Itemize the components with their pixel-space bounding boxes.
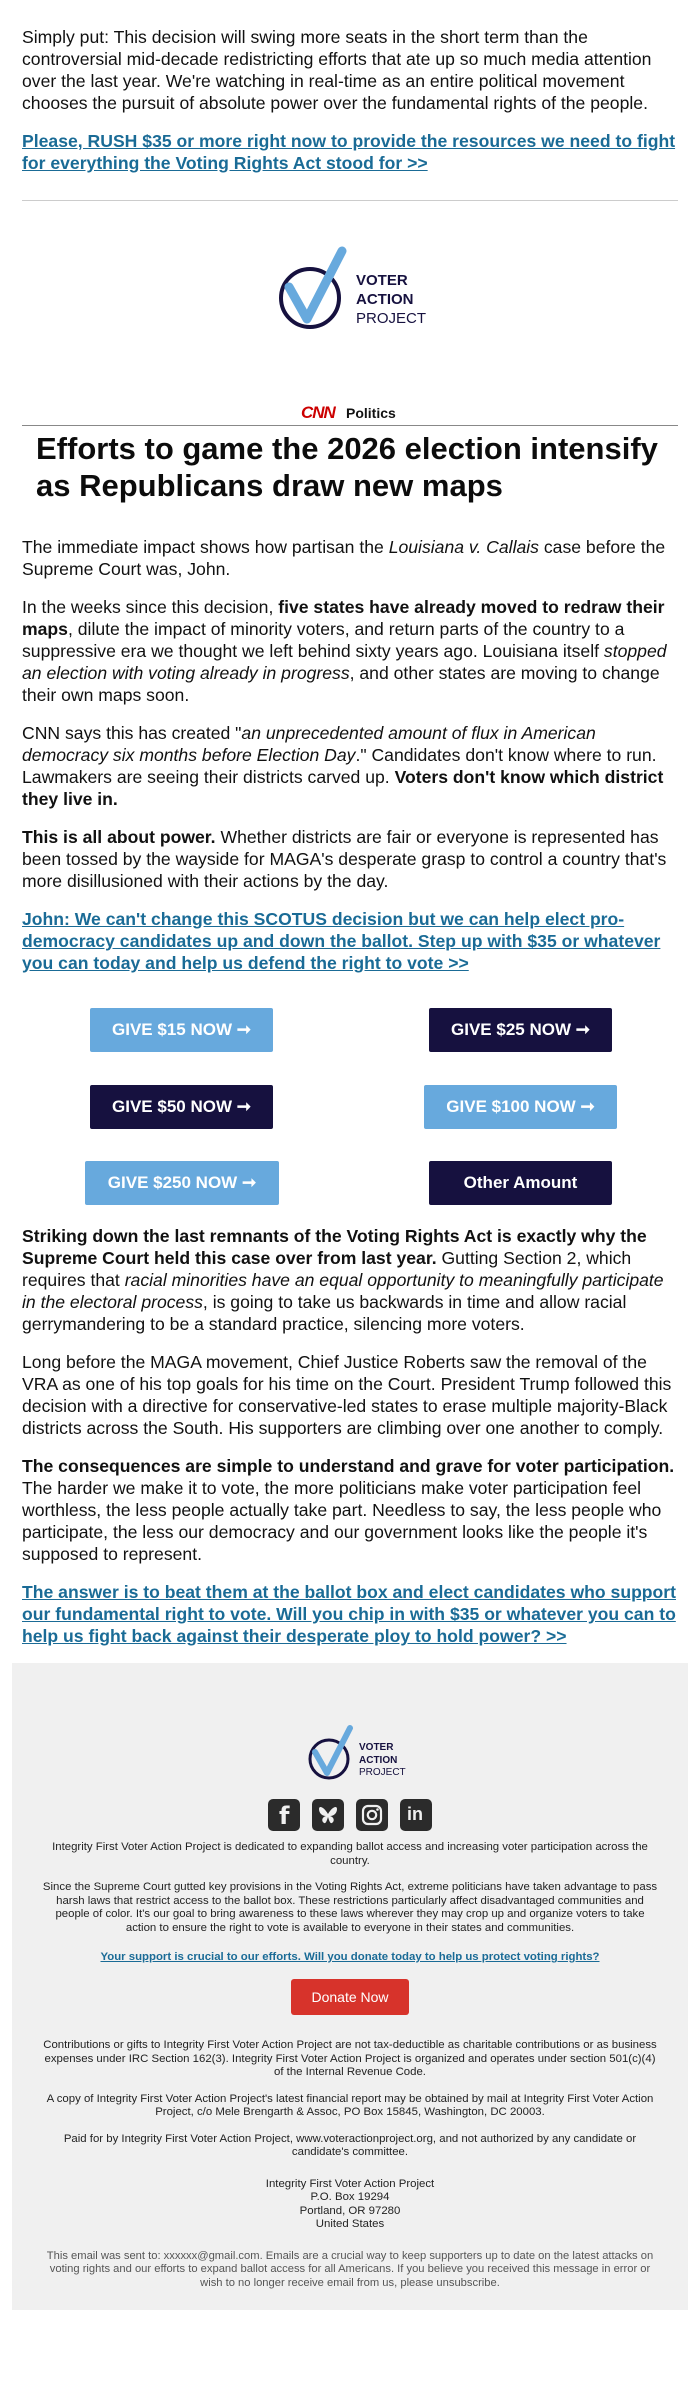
voter-action-logo-icon [0, 201, 700, 401]
logo-line-2: ACTION [356, 291, 414, 308]
cnn-logo-icon: CNN [301, 403, 335, 422]
footer-paid-for: Paid for by Integrity First Voter Action Project, www.voteractionproject.org, and not authorized by any candidate or candidate's committee. [63, 2132, 637, 2158]
intro-paragraph: Simply put: This decision will swing more seats in the short term than the controversial mid-decade redistricting efforts that ate up so much media attention over the last year. We're watching in real-time as an entire political movement chooses the pursuit of absolute power over the fundamental rights of the people. [22, 27, 652, 113]
intro-section [0, 0, 700, 201]
article-paragraph-2: In the weeks since this decision, five states have already moved to redraw their maps, dilute the impact of minority voters, and return parts of the country to a suppressive era we thought we left behind sixty years ago. Louisiana itself stopped an election with voting already in progress, and other states are moving to change their own maps soon. [22, 597, 667, 705]
footer [12, 1663, 688, 2310]
footer-logo-line-2: ACTION [359, 1754, 398, 1766]
address-line-3: Portland, OR 97280 [299, 2204, 401, 2217]
article-paragraph-7: The consequences are simple to understand and grave for voter participation. The harder we make it to vote, the more politicians make voter participation feel worthless, the less people actually take part. Needless to say, the less people who participate, the less our democracy and our government looks like the people it's supposed to represent. [22, 1456, 675, 1564]
footer-logo-wordmark [359, 1742, 406, 1780]
rush-donate-link[interactable]: Please, RUSH $35 or more right now to provide the resources we need to fight for everything the Voting Rights Act stood for >> [22, 131, 676, 173]
give-15-button[interactable]: GIVE $15 NOW ➞ [90, 1008, 273, 1052]
voter-action-project-logo [0, 201, 700, 401]
footer-sent-notice: This email was sent to: xxxxxx@gmail.com. Emails are a crucial way to keep supporters up to date on the latest attacks on voting rights and our efforts to expand ballot access for all Americans. If you believe you received this message in error or wish to no longer receive email from us, please unsubscribe. [46, 2249, 654, 2289]
article-headline: Efforts to game the 2026 election intensify as Republicans draw new maps [36, 431, 658, 503]
logo-wordmark [356, 271, 426, 328]
footer-logo-icon [12, 1663, 688, 1791]
donation-buttons [0, 990, 700, 1225]
logo-line-3: PROJECT [356, 310, 427, 327]
footer-financial-report: A copy of Integrity First Voter Action Project's latest financial report may be obtained by mail at Integrity First Voter Action Project, c/o Mele Brengarth & Assoc, PO Box 15845, Washington, DC 20003. [46, 2092, 654, 2118]
support-link[interactable]: Your support is crucial to our efforts. Will you donate today to help us protect voting rights? [100, 1951, 600, 1963]
article-paragraph-1: The immediate impact shows how partisan the Louisiana v. Callais case before the Supreme Court was, John. [22, 537, 666, 579]
give-250-button[interactable]: GIVE $250 NOW ➞ [85, 1161, 279, 1205]
give-100-button[interactable]: GIVE $100 NOW ➞ [424, 1085, 617, 1129]
ballot-box-link[interactable]: The answer is to beat them at the ballot box and elect candidates who support our fundamental right to vote. Will you chip in with $35 or whatever you can to help us fight back against their desperate ploy to hold power? >> [22, 1582, 677, 1646]
linkedin-icon[interactable]: in [400, 1799, 432, 1831]
social-links [12, 1791, 688, 1831]
other-amount-button[interactable]: Other Amount [429, 1161, 612, 1205]
footer-contributions: Contributions or gifts to Integrity First Voter Action Project are not tax-deductible as charitable contributions or as business expenses under IRC Section 162(3). Integrity First Voter Action Project is organized and operates under section 501(c)(4) of the Internal Revenue Code. [43, 2039, 657, 2078]
facebook-icon[interactable]: f [268, 1799, 300, 1831]
footer-logo-line-1: VOTER [359, 1742, 394, 1753]
article-paragraph-5: Striking down the last remnants of the Voting Rights Act is exactly why the Supreme Court held this case over from last year. Gutting Section 2, which requires that racial minorities have an equal opportunity to meaningfully participate in the electoral process, is going to take us backwards in time and allow racial gerrymandering to be a standard practice, silencing more voters. [22, 1226, 664, 1334]
cnn-header [0, 401, 700, 425]
address-line-4: United States [315, 2218, 385, 2230]
cnn-section-label: Politics [346, 405, 396, 421]
footer-logo-line-3: PROJECT [359, 1767, 406, 1778]
footer-logo [12, 1663, 688, 1791]
logo-line-1: VOTER [356, 272, 408, 289]
footer-since: Since the Supreme Court gutted key provisions in the Voting Rights Act, extreme politicians have taken advantage to pass harsh laws that restrict access to the ballot box. These restrictions particularly affect disadvantaged communities and people of color. It's our goal to bring awareness to these laws wherever they may crop up and organize voters to take action to ensure the right to vote is available to everyone in their states and communities. [42, 1881, 658, 1934]
give-50-button[interactable]: GIVE $50 NOW ➞ [90, 1085, 273, 1129]
defend-vote-link[interactable]: John: We can't change this SCOTUS decision but we can help elect pro-democracy candidates up and down the ballot. Step up with $35 or whatever you can today and help us defend the right to vote >> [22, 909, 661, 973]
instagram-icon[interactable] [356, 1799, 388, 1831]
footer-mission: Integrity First Voter Action Project is dedicated to expanding ballot access and increasing voter participation across the country. [52, 1841, 648, 1867]
address-line-1: Integrity First Voter Action Project [265, 2177, 435, 2190]
article-section-2 [0, 1225, 700, 1647]
give-25-button[interactable]: GIVE $25 NOW ➞ [429, 1008, 612, 1052]
donate-now-button[interactable]: Donate Now [291, 1979, 409, 2015]
article-paragraph-6: Long before the MAGA movement, Chief Justice Roberts saw the removal of the VRA as one of his top goals for his time on the Court. President Trump followed this decision with a directive for conservative-led states to erase multiple majority-Black districts across the South. His supporters are climbing over one another to comply. [22, 1352, 672, 1438]
article-section [0, 504, 700, 974]
footer-address [12, 2178, 688, 2232]
article-paragraph-3: CNN says this has created "an unprecedented amount of flux in American democracy six months before Election Day." Candidates don't know where to run. Lawmakers are seeing their districts carved up. Voters don't know which district they live in. [22, 723, 664, 809]
article-paragraph-4: This is all about power. Whether districts are fair or everyone is represented has been tossed by the wayside for MAGA's desperate grasp to control a country that's more disillusioned with their actions by the day. [22, 827, 667, 891]
bluesky-icon[interactable] [312, 1799, 344, 1831]
address-line-2: P.O. Box 19294 [310, 2191, 390, 2203]
